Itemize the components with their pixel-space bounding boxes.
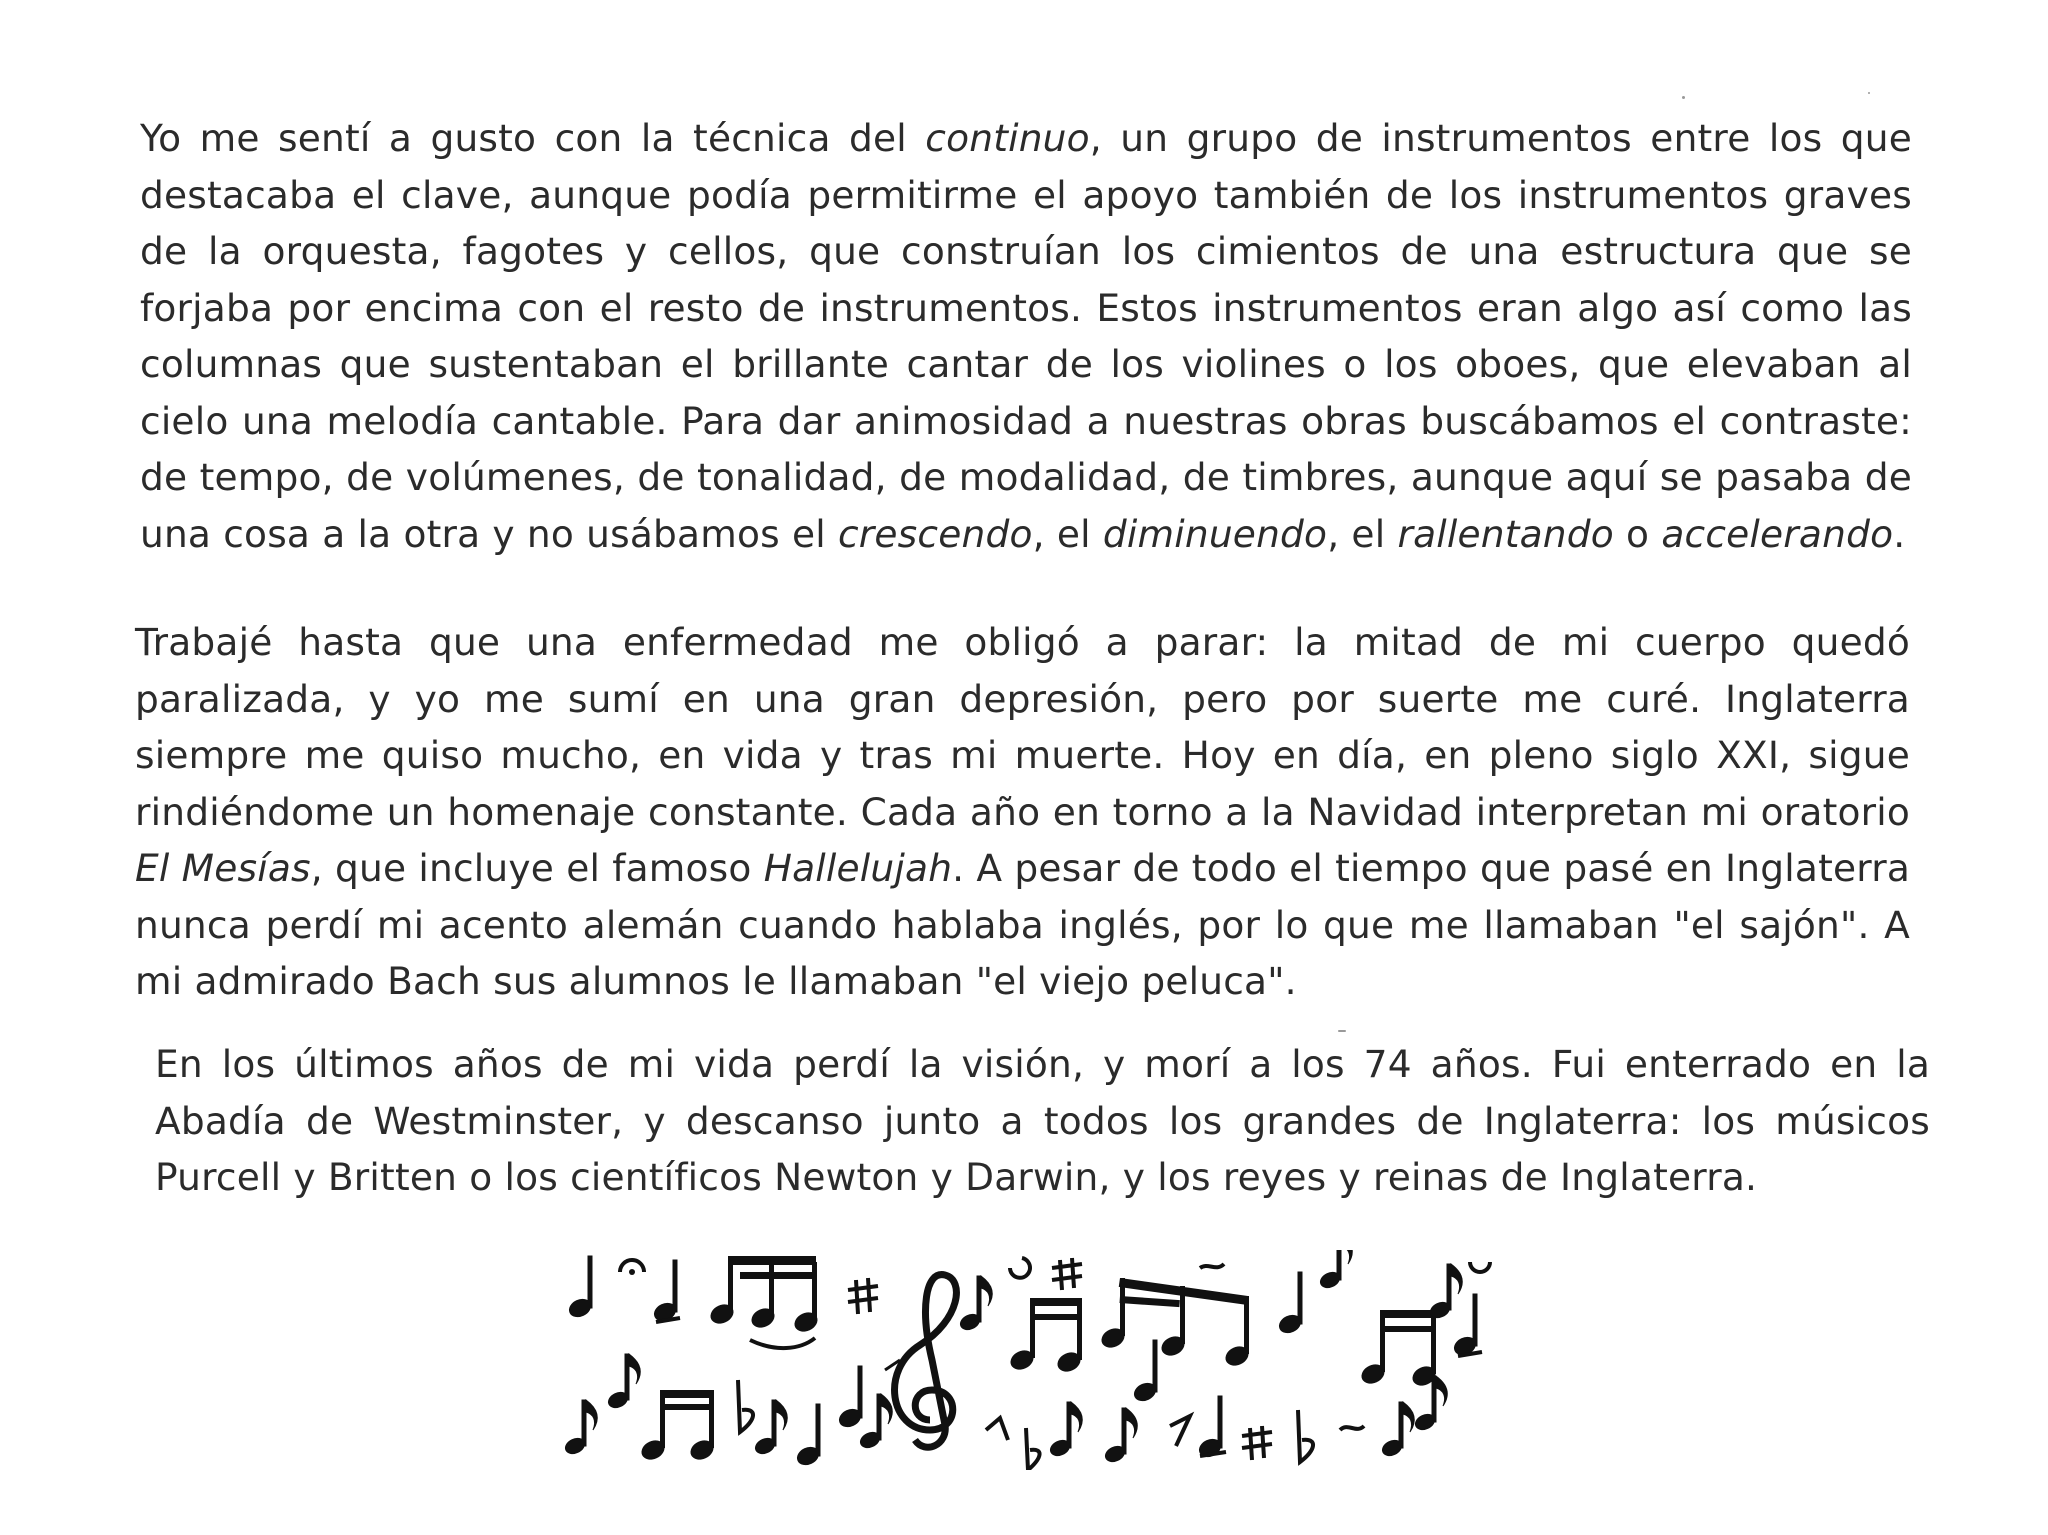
paragraph-ultimos-anos [155,1036,1930,1206]
text-segment: , un grupo de instrumentos entre los que destacaba el clave, aunque podía permitirme el apoyo también de los instrumentos graves de la orquesta, fagotes y cellos, que construían los cimientos de una estructura que se forjaba por encima con el resto de instrumentos. Estos instrumentos eran algo así como las columnas que sustentaban el brillante cantar de los violines o los oboes, que elevaban al cielo una melodía cantable. Para dar animosidad a nuestras obras buscábamos el contraste: de tempo, de volúmenes, de tonalidad, de modalidad, de timbres, aunque aquí se pasaba de una cosa a la otra y no usábamos el [140,116,1912,556]
text-segment: Yo me sentí a gusto con la técnica del [140,116,926,160]
text-segment: En los últimos años de mi vida perdí la visión, y morí a los 74 años. Fui enterrado en la Abadía de Westminster, y descanso junto a todos los grandes de Inglaterra: los músicos Purcell y Britten o los científicos Newton y Darwin, y los reyes y reinas de Inglaterra. [155,1042,1930,1199]
scan-speck [1868,92,1870,94]
text-segment: o [1613,511,1662,556]
italic-term-rallentando: rallentando [1397,511,1614,556]
italic-term-continuo: continuo [925,116,1090,160]
italic-term-crescendo: crescendo [837,511,1033,556]
italic-title-el-mesias: El Mesías [135,846,311,890]
music-notes-illustration [560,1250,1520,1470]
music-notes-icon [560,1250,1520,1470]
text-segment: . A pesar de todo el tiempo que pasé en Inglaterra nunca perdí mi acento alemán cuando hablaba inglés, por lo que me llamaban "el sajón". A mi admirado Bach sus alumnos le llamaban "el viejo peluca". [135,846,1911,1003]
italic-term-accelerando: accelerando [1661,511,1894,556]
text-segment: , que incluye el famoso [310,846,764,890]
text-segment: , el [1327,511,1398,556]
paragraph-enfermedad [135,614,1910,1010]
scan-speck [1338,1030,1346,1032]
text-segment: , el [1032,511,1103,556]
text-segment: Trabajé hasta que una enfermedad me obligó a parar: la mitad de mi cuerpo quedó paralizada, y yo me sumí en una gran depresión, pero por suerte me curé. Inglaterra siempre me quiso mucho, en vida y tras mi muerte. Hoy en día, en pleno siglo XXI, sigue rindiéndome un homenaje constante. Cada año en torno a la Navidad interpretan mi oratorio [135,620,1910,834]
italic-term-diminuendo: diminuendo [1102,511,1328,556]
scan-speck [1682,96,1685,99]
text-segment: . [1893,511,1906,556]
italic-title-hallelujah: Hallelujah [763,846,953,890]
paragraph-continuo [140,110,1912,562]
